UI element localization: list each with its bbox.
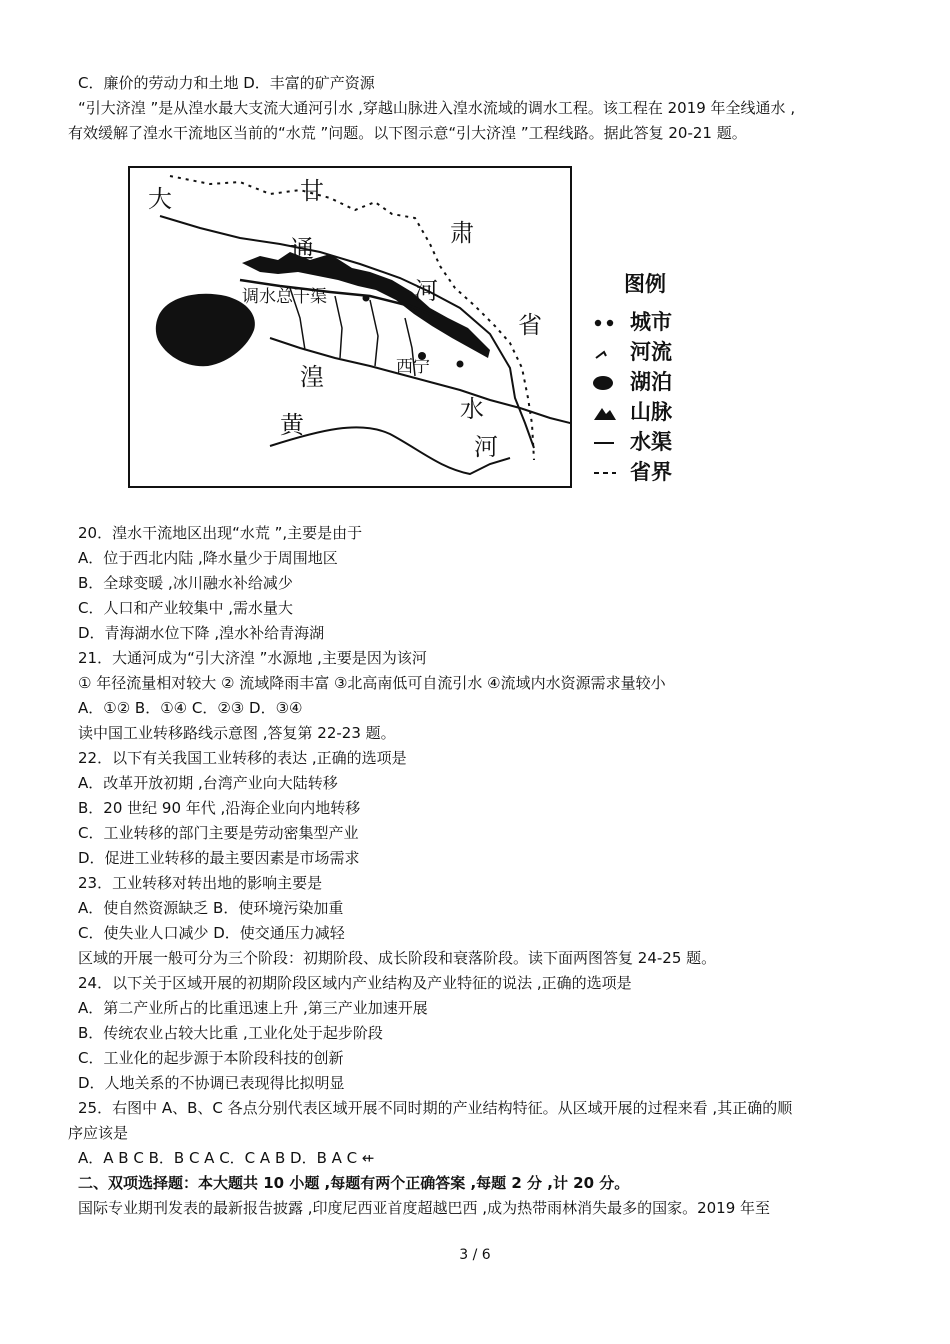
text-line-26: 25．右图中 A、B、C 各点分别代表区域开展不同时期的产业结构特征。从区域开展的过程来看 ,其正确的顺: [78, 1099, 793, 1117]
text-line-20: 区域的开展一般可分为三个阶段：初期阶段、成长阶段和衰落阶段。读下面两图答复 24-25 题。: [78, 949, 717, 967]
canal-symbol-icon: [590, 432, 622, 452]
text-line-24: C．工业化的起步源于本阶段科技的创新: [78, 1049, 344, 1067]
text-line-23: B．传统农业占较大比重 ,工业化处于起步阶段: [78, 1024, 383, 1042]
text-line-11: 读中国工业转移路线示意图 ,答复第 22-23 题。: [78, 724, 396, 742]
legend-row: [590, 308, 700, 336]
text-line-14: B．20 世纪 90 年代 ,沿海企业向内地转移: [78, 799, 361, 817]
text-line-9: ① 年径流量相对较大 ② 流域降雨丰富 ③北高南低可自流引水 ④流域内水资源需求量较小: [78, 674, 666, 692]
map-label: 黄: [280, 411, 304, 439]
text-line-3: 20．湟水干流地区出现“水荒 ”,主要是由于: [78, 524, 363, 542]
text-line-30: 国际专业期刊发表的最新报告披露 ,印度尼西亚首度超越巴西 ,成为热带雨林消失最多的国家。2019 年至: [78, 1199, 771, 1217]
map-label: 通: [290, 235, 314, 263]
legend-title: 图例: [624, 272, 666, 296]
tributary: [335, 296, 342, 358]
qinghai-lake: [156, 294, 255, 366]
border-symbol-icon: [590, 462, 622, 482]
map-label: 大: [148, 185, 172, 213]
page-number: 3 / 6: [459, 1247, 491, 1263]
legend-row: [590, 368, 700, 396]
text-line-8: 21．大通河成为“引大济湟 ”水源地 ,主要是因为该河: [78, 649, 427, 667]
map-label: 河: [474, 433, 498, 461]
map-label: 西宁: [396, 357, 430, 377]
map-label: 河: [414, 277, 438, 305]
legend-row: [590, 458, 700, 486]
legend-label: 湖泊: [630, 370, 672, 394]
text-line-27: 序应该是: [68, 1124, 129, 1142]
legend-label: 城市: [630, 310, 672, 334]
river-symbol-icon: [590, 342, 622, 362]
text-line-4: A．位于西北内陆 ,降水量少于周围地区: [78, 549, 338, 567]
legend-row: [590, 338, 700, 366]
text-line-10: A．①② B．①④ C．②③ D．③④: [78, 699, 303, 717]
text-line-22: A．第二产业所占的比重迅速上升 ,第三产业加速开展: [78, 999, 428, 1017]
text-line-25: D．人地关系的不协调已表现得比拟明显: [78, 1074, 345, 1092]
legend-label: 水渠: [630, 430, 672, 454]
city-symbol-icon: [590, 312, 622, 332]
text-line-0: C．廉价的劳动力和土地 D．丰富的矿产资源: [78, 74, 375, 92]
map-label: 肃: [450, 219, 474, 247]
city-marker: [363, 295, 370, 302]
legend-label: 省界: [630, 460, 672, 484]
map-label: 水: [460, 395, 484, 423]
text-line-28: A．A B C B．B C A C．C A B D．B A C ⇷: [78, 1149, 375, 1167]
lake-symbol-icon: [590, 372, 622, 392]
city-marker: [457, 361, 464, 368]
legend-row: [590, 398, 700, 426]
text-line-21: 24．以下关于区域开展的初期阶段区域内产业结构及产业特征的说法 ,正确的选项是: [78, 974, 632, 992]
text-line-1: “引大济湟 ”是从湟水最大支流大通河引水 ,穿越山脉进入湟水流域的调水工程。该工程在 2019 年全线通水 ,: [78, 99, 796, 117]
text-line-13: A．改革开放初期 ,台湾产业向大陆转移: [78, 774, 338, 792]
map-label: 甘: [300, 177, 324, 205]
section-heading: 二、双项选择题：本大题共 10 小题 ,每题有两个正确答案 ,每题 2 分 ,计 20 分。: [78, 1174, 630, 1192]
text-line-19: C．使失业人口减少 D．使交通压力减轻: [78, 924, 345, 942]
map-label: 省: [518, 311, 542, 339]
legend-label: 山脉: [630, 400, 672, 424]
legend-label: 河流: [630, 340, 672, 364]
legend-row: [590, 428, 700, 456]
text-line-5: B．全球变暖 ,冰川融水补给减少: [78, 574, 293, 592]
text-line-2: 有效缓解了湟水干流地区当前的“水荒 ”问题。以下图示意“引大济湟 ”工程线路。据此答复 20-21 题。: [68, 124, 747, 142]
text-line-6: C．人口和产业较集中 ,需水量大: [78, 599, 294, 617]
map-label: 湟: [300, 363, 324, 391]
map-figure: [128, 166, 572, 488]
text-line-17: 23．工业转移对转出地的影响主要是: [78, 874, 323, 892]
map-drawing: [130, 168, 572, 488]
text-line-12: 22．以下有关我国工业转移的表达 ,正确的选项是: [78, 749, 407, 767]
map-label: 调水总干渠: [242, 287, 327, 307]
text-line-18: A．使自然资源缺乏 B．使环境污染加重: [78, 899, 344, 917]
text-line-15: C．工业转移的部门主要是劳动密集型产业: [78, 824, 359, 842]
mountain-symbol-icon: [590, 402, 622, 422]
tributary: [370, 300, 378, 366]
text-line-16: D．促进工业转移的最主要因素是市场需求: [78, 849, 360, 867]
text-line-7: D．青海湖水位下降 ,湟水补给青海湖: [78, 624, 325, 642]
